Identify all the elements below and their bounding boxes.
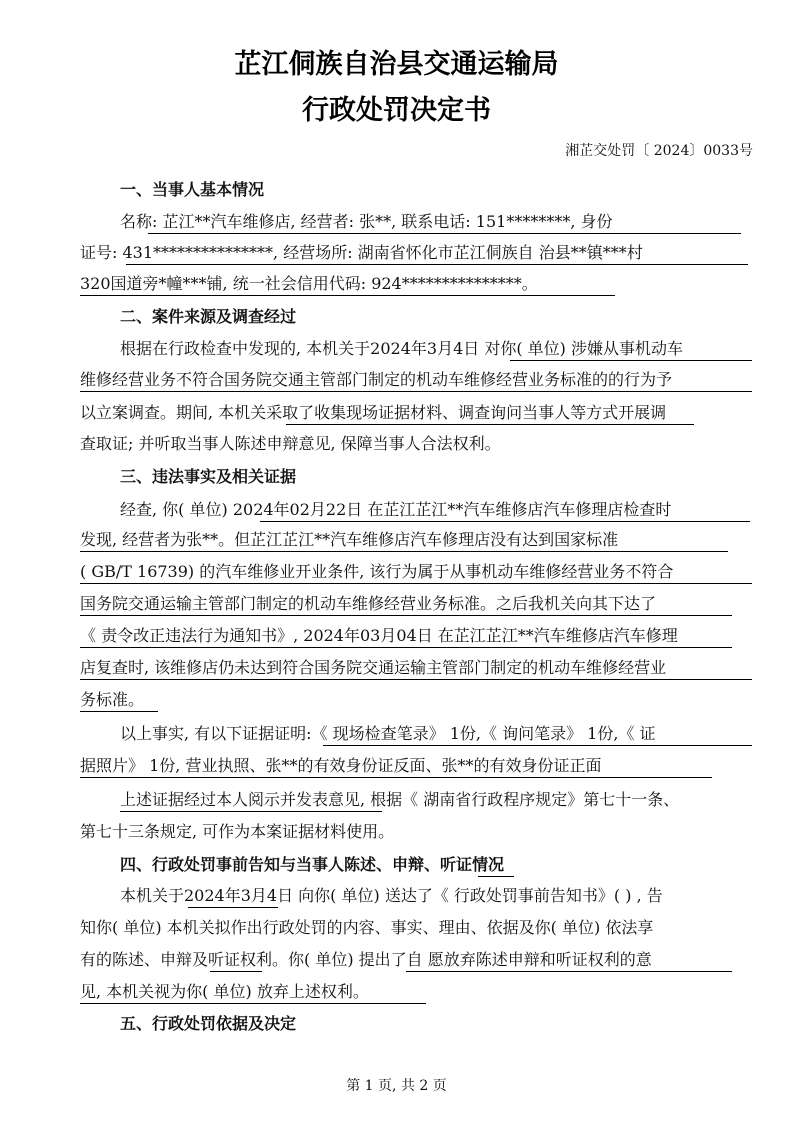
underline <box>286 424 694 425</box>
underline <box>80 583 752 584</box>
underline <box>260 521 750 522</box>
underline <box>210 971 262 972</box>
underline <box>80 295 615 296</box>
section2-line: 以立案调查。期间, 本机关采取了收集现场证据材料、调查询问当事人等方式开展调 <box>80 403 667 422</box>
section1-heading: 一、当事人基本情况 <box>120 180 265 199</box>
section4-line: 有的陈述、申辩及听证权利。你( 单位) 提出了自 愿放弃陈述申辩和听证权利的意 <box>80 950 652 969</box>
section2-line: 维修经营业务不符合国务院交通主管部门制定的机动车维修经营业务标准的的行为予 <box>80 370 673 389</box>
document-subtitle: 行政处罚决定书 <box>302 95 491 126</box>
underline <box>80 647 732 648</box>
section4-line: 见, 本机关视为你( 单位) 放弃上述权利。 <box>80 982 369 1001</box>
section3-line: 国务院交通运输主管部门制定的机动车维修经营业务标准。之后我机关向其下达了 <box>80 594 657 613</box>
section2-heading: 二、案件来源及调查经过 <box>120 307 297 326</box>
section3-line: 店复查时, 该维修店仍未达到符合国务院交通运输主管部门制定的机动车维修经营业 <box>80 658 667 677</box>
section1-line: 320国道旁*幢***铺, 统一社会信用代码: 924***************。 <box>80 274 538 293</box>
underline <box>510 360 752 361</box>
page-number: 第 1 页, 共 2 页 <box>346 1078 447 1094</box>
section1-line: 名称: 芷江**汽车维修店, 经营者: 张**, 联系电话: 151********, 身份 <box>120 212 613 231</box>
underline <box>148 233 741 234</box>
section3-line: 务标准。 <box>80 690 145 709</box>
underline <box>80 615 732 616</box>
underline <box>80 679 752 680</box>
section5-heading: 五、行政处罚依据及决定 <box>120 1014 297 1033</box>
underline <box>80 711 158 712</box>
underline <box>323 745 752 746</box>
section4-line: 本机关于2024年3月4日 向你( 单位) 送达了《 行政处罚事前告知书》( ) , 告 <box>120 886 663 905</box>
section3-line: ( GB/T 16739) 的汽车维修业开业条件, 该行为属于从事机动车维修经营业务不符合 <box>80 562 674 581</box>
section2-line: 根据在行政检查中发现的, 本机关于2024年3月4日 对你( 单位) 涉嫌从事机动车 <box>120 339 683 358</box>
underline <box>80 1003 426 1004</box>
section3-line: 《 责令改正违法行为通知书》, 2024年03月04日 在芷江芷江**汽车维修店汽车修理 <box>80 626 678 645</box>
underline <box>126 264 748 265</box>
section1-line: 证号: 431***************, 经营场所: 湖南省怀化市芷江侗族自 治县**镇***村 <box>80 243 643 262</box>
section3-line: 经查, 你( 单位) 2024年02月22日 在芷江芷江**汽车维修店汽车修理店检查时 <box>120 500 672 519</box>
underline <box>120 811 382 812</box>
section3-heading: 三、违法事实及相关证据 <box>120 467 297 486</box>
underline <box>80 777 712 778</box>
underline <box>406 971 732 972</box>
document-title: 芷江侗族自治县交通运输局 <box>234 49 559 80</box>
underline <box>478 876 514 877</box>
section4-line: 知你( 单位) 本机关拟作出行政处罚的内容、事实、理由、依据及你( 单位) 依法享 <box>80 918 654 937</box>
evidence-line: 据照片》 1份, 营业执照、张**的有效身份证反面、张**的有效身份证正面 <box>80 756 602 775</box>
section2-line: 查取证; 并听取当事人陈述申辩意见, 保障当事人合法权利。 <box>80 434 501 453</box>
underline <box>80 551 728 552</box>
section3-line: 发现, 经营者为张**。但芷江芷江**汽车维修店汽车修理店没有达到国家标准 <box>80 530 619 549</box>
underline <box>80 391 752 392</box>
document-number: 湘芷交处罚〔 2024〕0033号 <box>565 143 753 159</box>
evidence-line: 以上事实, 有以下证据证明:《 现场检查笔录》 1份,《 询问笔录》 1份,《 证 <box>120 724 656 743</box>
underline <box>188 907 278 908</box>
evidence-line: 上述证据经过本人阅示并发表意见, 根据《 湖南省行政程序规定》第七十一条、 <box>120 790 680 809</box>
evidence-line: 第七十三条规定, 可作为本案证据材料使用。 <box>80 822 395 841</box>
section4-heading: 四、行政处罚事前告知与当事人陈述、申辩、听证情况 <box>120 855 505 874</box>
